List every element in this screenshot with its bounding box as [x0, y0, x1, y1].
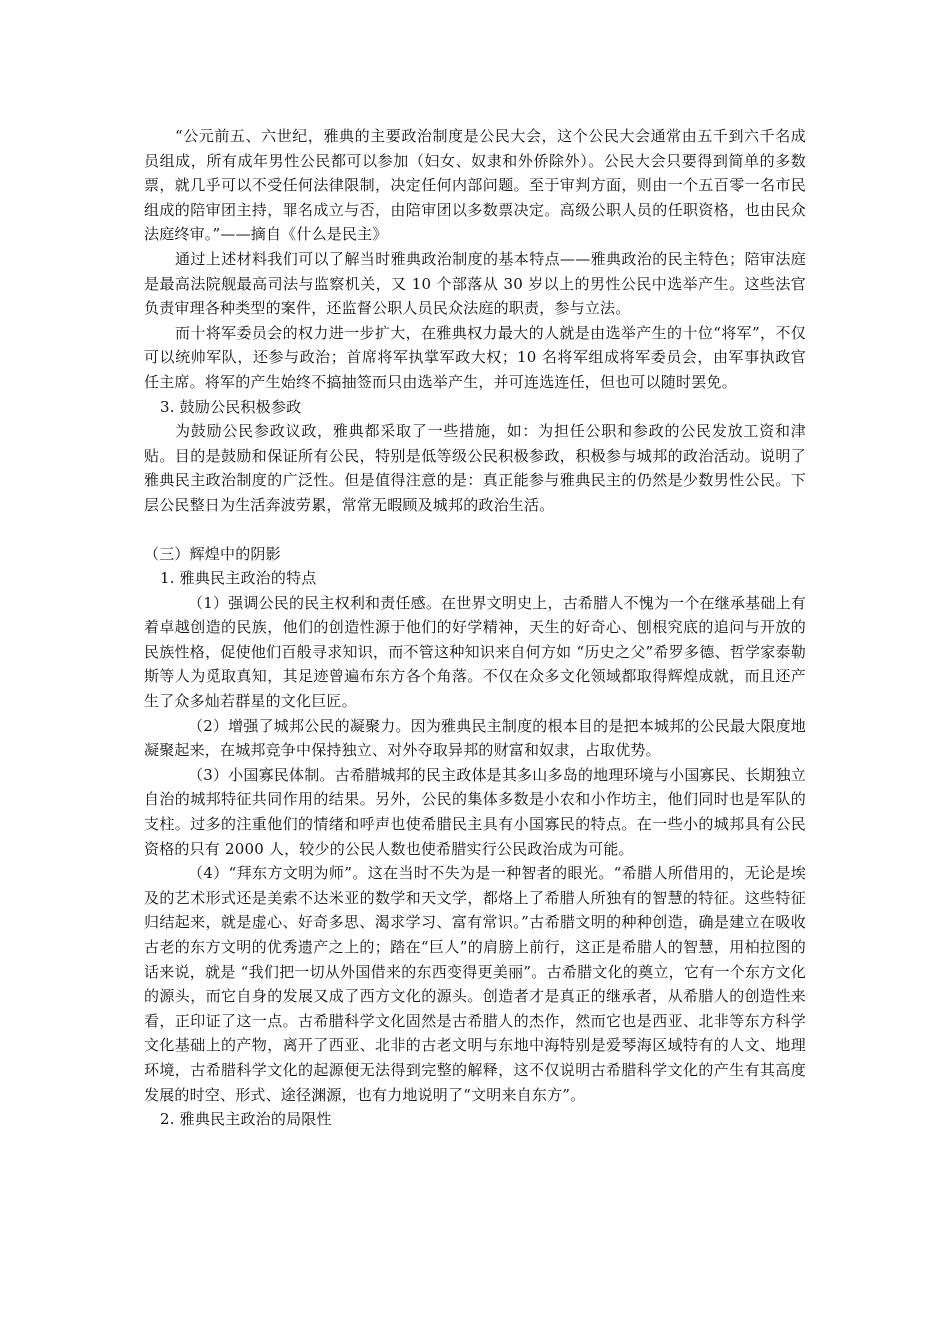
- list-paragraph: （3）小国寡民体制。古希腊城邦的民主政体是其多山多岛的地理环境与小国寡民、长期独立自治的城邦特征共同作用的结果。另外，公民的集体多数是小农和小作坊主，他们同时也是军队的支柱。过多的注重他们的情绪和呼声也使希腊民主具有小国寡民的特点。在一些小的城邦具有公民资格的只有 2000 人，较少的公民人数也使希腊实行公民政治成为可能。: [144, 765, 806, 858]
- list-paragraph: （2）增强了城邦公民的凝聚力。因为雅典民主制度的根本目的是把本城邦的公民最大限度地凝聚起来，在城邦竞争中保持独立、对外夺取异邦的财富和奴隶，占取优势。: [144, 716, 806, 760]
- quote-paragraph: “公元前五、六世纪，雅典的主要政治制度是公民大会，这个公民大会通常由五千到六千名成员组成，所有成年男性公民都可以参加（妇女、奴隶和外侨除外）。公民大会只要得到简单的多数票，就几乎可以不受任何法律限制，决定任何内部问题。至于审判方面，则由一个五百零一名市民组成的陪审团主持，罪名成立与否，由陪审团以多数票决定。高级公职人员的任职资格，也由民众法庭终审。”——摘自《什么是民主》: [144, 127, 806, 244]
- body-paragraph: 通过上述材料我们可以了解当时雅典政治制度的基本特点——雅典政治的民主特色；陪审法庭是最高法院舰最高司法与监察机关，又 10 个部落从 30 岁以上的男性公民中选举产生。这些法官负责审理各种类型的案件，还监督公职人员民众法庭的职责，参与立法。: [144, 249, 806, 318]
- section-heading: （三）辉煌中的阴影: [144, 544, 281, 563]
- list-paragraph: （1）强调公民的民主权利和责任感。在世界文明史上，古希腊人不愧为一个在继承基础上有着卓越创造的民族，他们的创造性源于他们的好学精神，天生的好奇心、刨根究底的追问与开放的民族性格，促使他们百般寻求知识，而不管这种知识来自何方如 “历史之父”希罗多德、哲学家泰勒斯等人为觅取真知，其足迹曾遍布东方各个角落。不仅在众多文化领域都取得辉煌成就，而且还产生了众多灿若群星的文化巨匠。: [144, 593, 806, 711]
- subheading: 2. 雅典民主政治的局限性: [160, 1110, 332, 1129]
- body-paragraph: 而十将军委员会的权力进一步扩大，在雅典权力最大的人就是由选举产生的十位“将军”，不仅可以统帅军队，还参与政治；首席将军执掌军政大权；10 名将军组成将军委员会，由军事执政官任主席。将军的产生始终不搞抽签而只由选举产生，并可连选连任，但也可以随时罢免。: [144, 323, 806, 391]
- subheading: 3. 鼓励公民积极参政: [160, 397, 302, 416]
- spacer: [144, 518, 806, 542]
- list-paragraph: （4）“拜东方文明为师”。这在当时不失为是一种智者的眼光。“希腊人所借用的，无论是埃及的艺术形式还是美索不达米亚的数学和天文学，都烙上了希腊人所独有的智慧的特征。这些特征归结起来，就是虚心、好奇多思、渴求学习、富有常识。”古希腊文明的种种创造，确是建立在吸收古老的东方文明的优秀遗产之上的；踏在“巨人”的肩膀上前行，这正是希腊人的智慧，用柏拉图的话来说，就是 “我们把一切从外国借来的东西变得更美丽”。古希腊文化的奠立，它有一个东方文化的源头，而它自身的发展又成了西方文化的源头。创造者才是真正的继承者，从希腊人的创造性来看，正印证了这一点。古希腊科学文化固然是古希腊人的杰作，然而它也是西亚、北非等东方科学文化基础上的产物，离开了西亚、北非的古老文明与东地中海特别是爱琴海区域特有的人文、地理环境，古希腊科学文化的起源便无法得到完整的解释，这不仅说明古希腊科学文化的产生有其高度发展的时空、形式、途径渊源，也有力地说明了“文明来自东方”。: [144, 864, 806, 1104]
- subheading: 1. 雅典民主政治的特点: [160, 569, 317, 588]
- body-paragraph: 为鼓励公民参政议政，雅典都采取了一些措施，如：为担任公职和参政的公民发放工资和津贴。目的是鼓励和保证所有公民，特别是低等级公民积极参政，积极参与城邦的政治活动。说明了雅典民主政治制度的广泛性。但是值得注意的是：真正能参与雅典民主的仍然是少数男性公民。下层公民整日为生活奔波劳累，常常无暇顾及城邦的政治生活。: [144, 422, 806, 514]
- document-body: [144, 124, 806, 1132]
